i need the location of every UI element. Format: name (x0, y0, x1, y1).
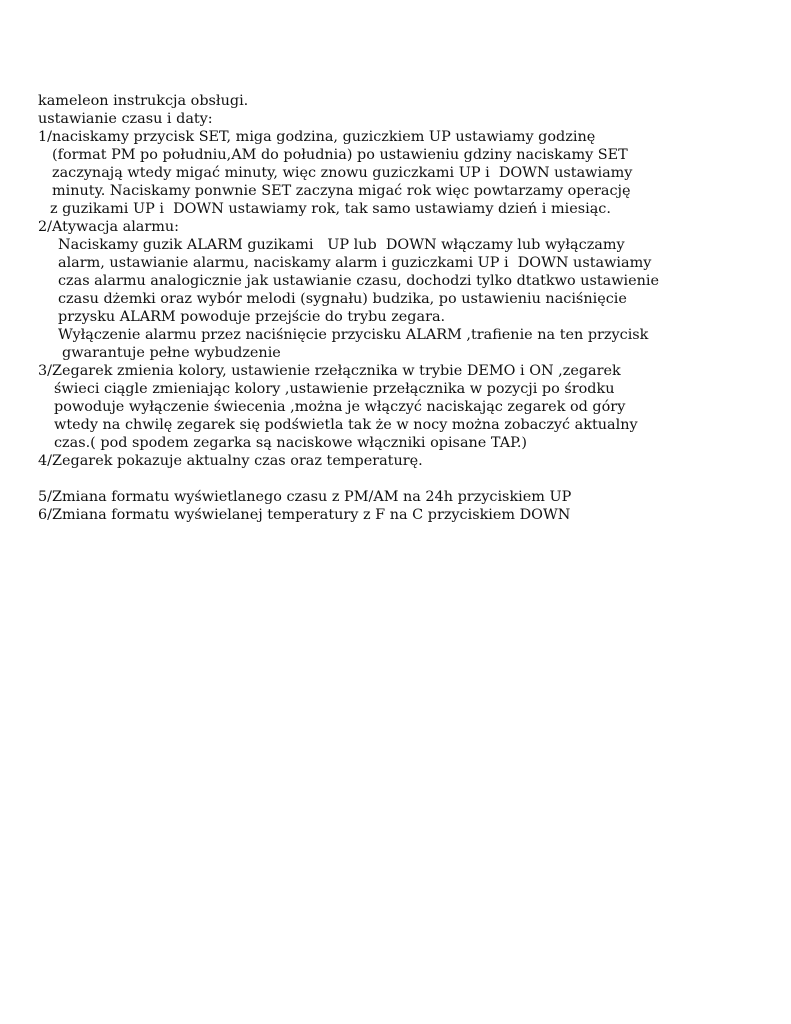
instruction-line: przysku ALARM powoduje przejście do trybu zegara. (58, 309, 446, 325)
instruction-line: 5/Zmiana formatu wyświetlanego czasu z PM/AM na 24h przyciskiem UP (38, 489, 572, 505)
instruction-line: czas alarmu analogicznie jak ustawianie czasu, dochodzi tylko dtatkwo ustawienie (58, 273, 660, 289)
instruction-line: minuty. Naciskamy ponwnie SET zaczyna migać rok więc powtarzamy operację (52, 183, 631, 199)
instruction-line: czasu dżemki oraz wybór melodi (sygnału) budzika, po ustawieniu naciśnięcie (58, 291, 627, 307)
instruction-line: gwarantuje pełne wybudzenie (62, 345, 281, 361)
section-heading-alarm: 2/Atywacja alarmu: (38, 219, 180, 235)
instruction-line: 1/naciskamy przycisk SET, miga godzina, guziczkiem UP ustawiamy godzinę (38, 129, 596, 145)
instruction-line: czas.( pod spodem zegarka są naciskowe włączniki opisane TAP.) (54, 435, 528, 451)
section-heading-time-date: ustawianie czasu i daty: (38, 111, 213, 127)
instruction-line: 4/Zegarek pokazuje aktualny czas oraz temperaturę. (38, 453, 423, 469)
instruction-line: 6/Zmiana formatu wyświelanej temperatury z F na C przyciskiem DOWN (38, 507, 571, 523)
instruction-line: Naciskamy guzik ALARM guzikami UP lub DOWN włączamy lub wyłączamy (58, 237, 625, 253)
instruction-line: 3/Zegarek zmienia kolory, ustawienie rzełącznika w trybie DEMO i ON ,zegarek (38, 363, 621, 379)
document-title: kameleon instrukcja obsługi. (38, 93, 249, 109)
instruction-line: (format PM po południu,AM do południa) po ustawieniu gdziny naciskamy SET (52, 147, 628, 163)
instruction-line: zaczynają wtedy migać minuty, więc znowu guziczkami UP i DOWN ustawiamy (52, 165, 633, 181)
instruction-line: z guzikami UP i DOWN ustawiamy rok, tak samo ustawiamy dzień i miesiąc. (50, 201, 611, 217)
instruction-line: powoduje wyłączenie świecenia ,można je włączyć naciskając zegarek od góry (54, 399, 626, 415)
instruction-line: alarm, ustawianie alarmu, naciskamy alarm i guziczkami UP i DOWN ustawiamy (58, 255, 652, 271)
instruction-line: Wyłączenie alarmu przez naciśnięcie przycisku ALARM ,trafienie na ten przycisk (58, 327, 649, 343)
instruction-line: wtedy na chwilę zegarek się podświetla tak że w nocy można zobaczyć aktualny (54, 417, 638, 433)
instruction-line: świeci ciągle zmieniając kolory ,ustawienie przełącznika w pozycji po środku (54, 381, 615, 397)
